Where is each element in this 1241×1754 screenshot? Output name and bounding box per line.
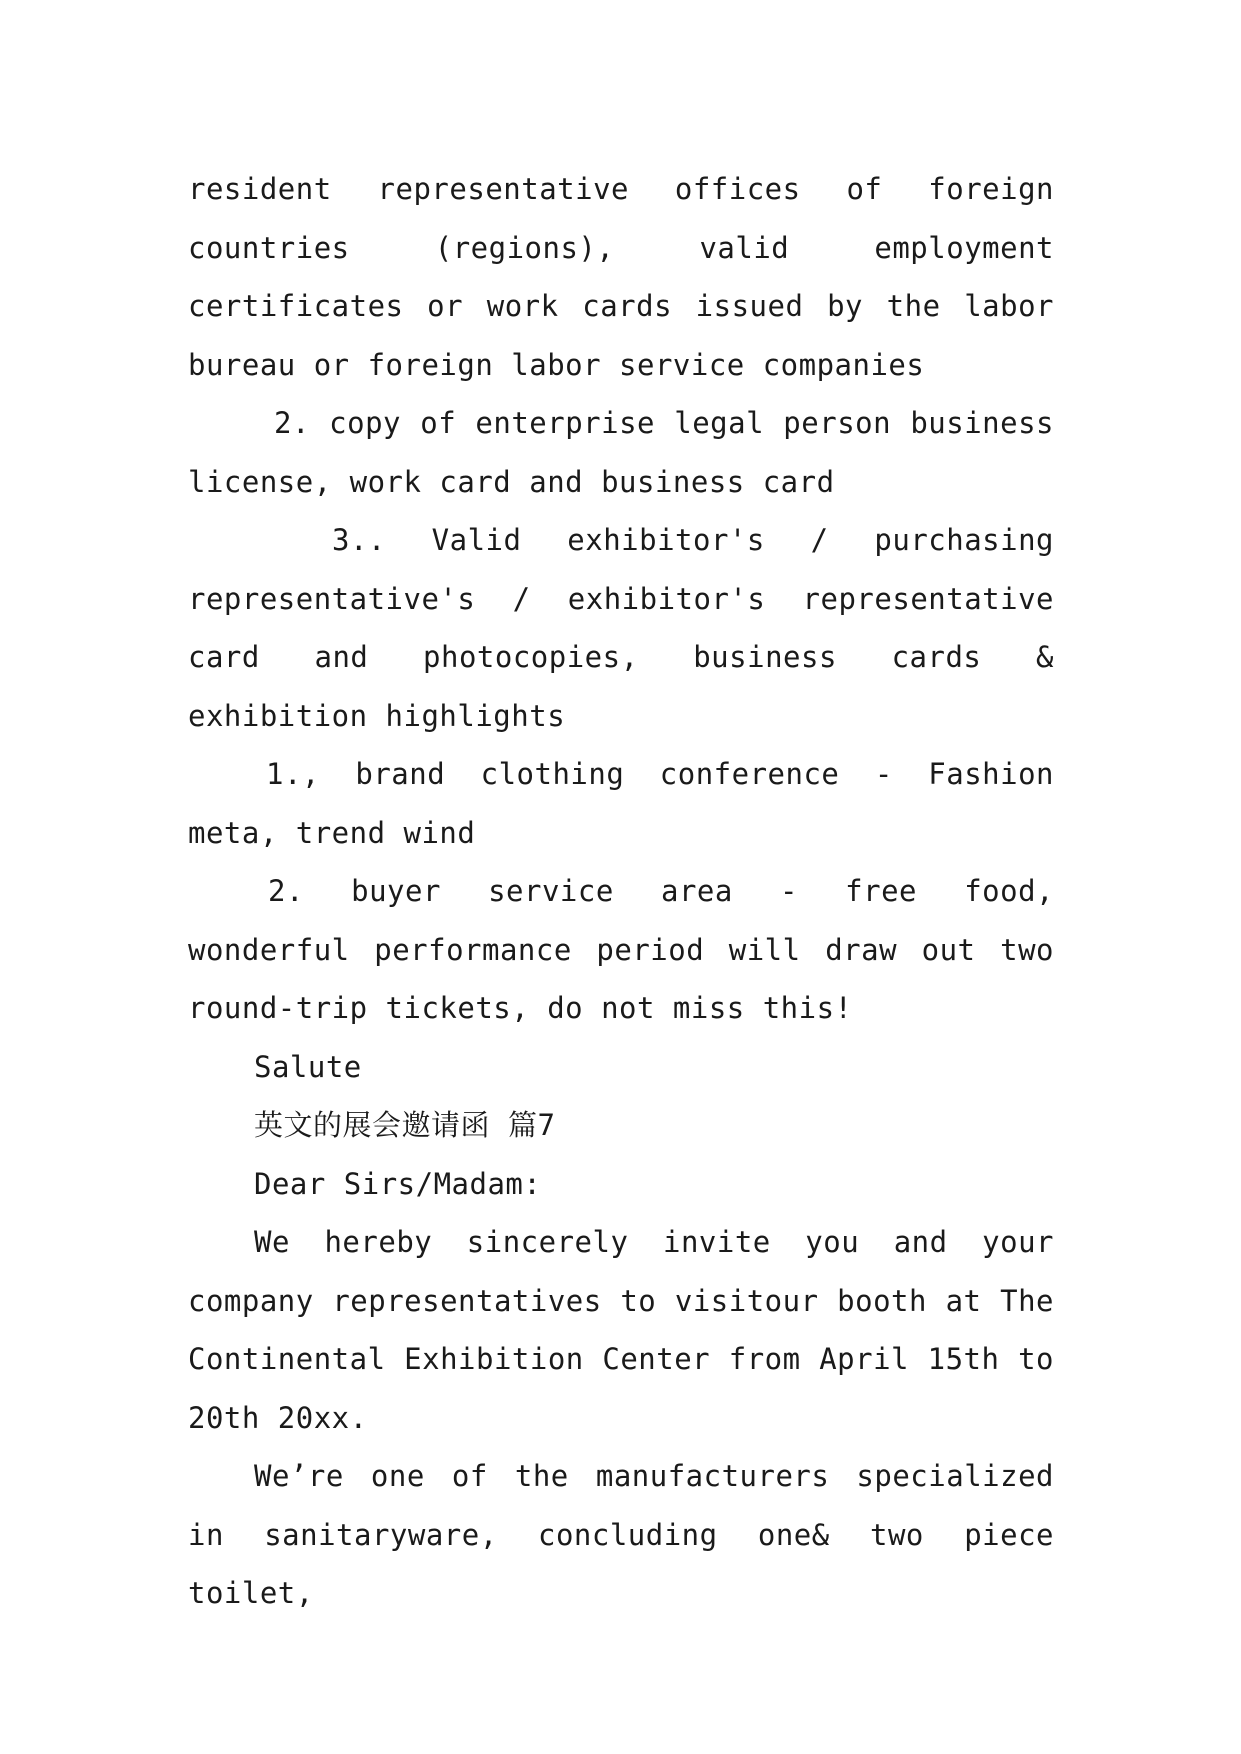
paragraph-highlight-1: 1., brand clothing conference - Fashion meta, trend wind — [188, 757, 1054, 850]
paragraph-greeting: Dear Sirs/Madam: — [254, 1166, 542, 1201]
document-body — [188, 160, 1054, 1623]
paragraph-item-3-valid: 3.. Valid exhibitor's / purchasing representative's / exhibitor's representative card and photocopies, business cards & exhibition highlights — [188, 523, 1054, 733]
paragraph-manufacturer: We’re one of the manufacturers specialized in sanitaryware, concluding one& two piece toilet, — [188, 1459, 1054, 1610]
section-heading: 英文的展会邀请函 篇7 — [254, 1108, 556, 1142]
paragraph-item-2-copy: 2. copy of enterprise legal person business license, work card and business card — [188, 406, 1054, 499]
paragraph-invitation: We hereby sincerely invite you and your company representatives to visitour booth at The Continental Exhibition Center from April 15th to 20th 20xx. — [188, 1225, 1054, 1435]
paragraph-highlight-2: 2. buyer service area - free food, wonderful performance period will draw out two round-trip tickets, do not miss this! — [188, 874, 1054, 1025]
paragraph-resident-offices: resident representative offices of foreign countries (regions), valid employment certificates or work cards issued by the labor bureau or foreign labor service companies — [188, 172, 1054, 382]
paragraph-salute: Salute — [254, 1049, 362, 1084]
